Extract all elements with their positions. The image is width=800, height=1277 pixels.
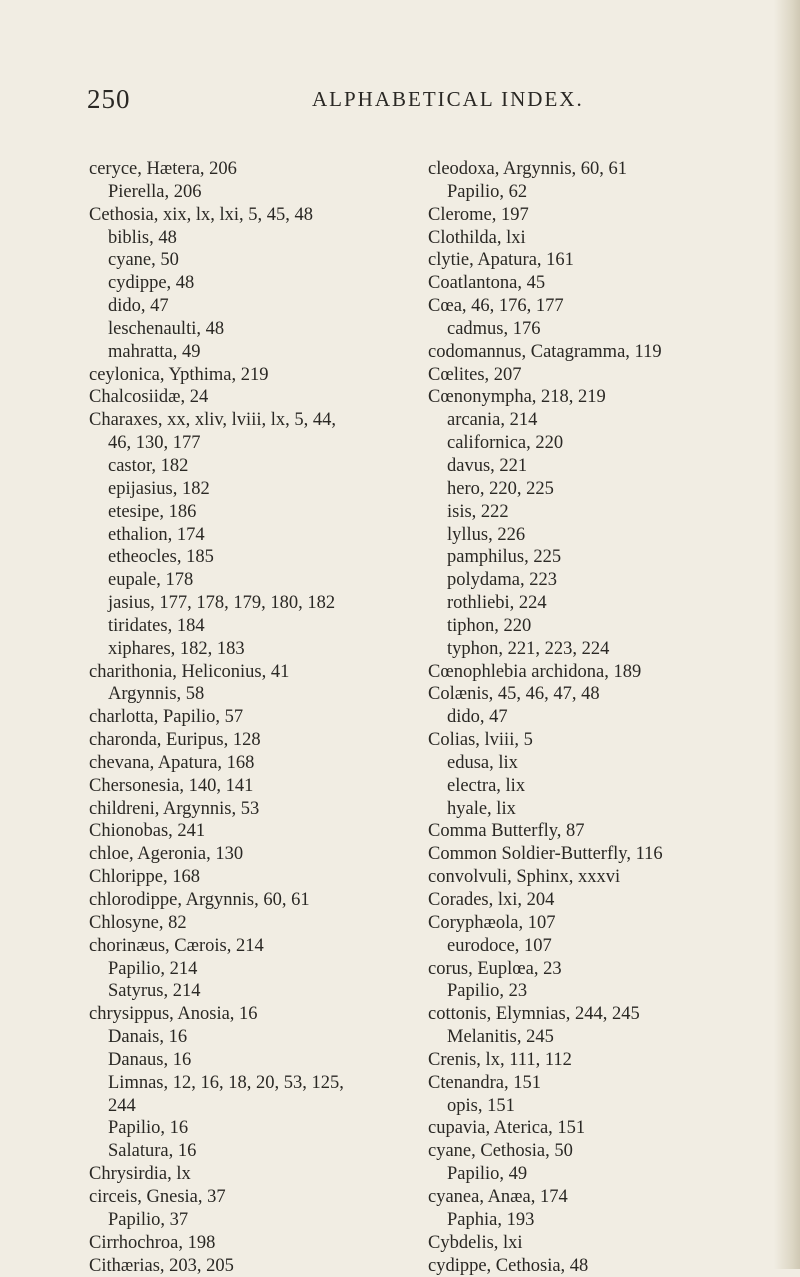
index-entry: Corades, lxi, 204 bbox=[428, 889, 778, 912]
index-entry: Clerome, 197 bbox=[428, 204, 778, 227]
index-entry: Cœnophlebia archidona, 189 bbox=[428, 661, 778, 684]
index-subentry: dido, 47 bbox=[89, 295, 419, 318]
index-subentry: californica, 220 bbox=[428, 432, 778, 455]
index-entry: chorinæus, Cærois, 214 bbox=[89, 935, 419, 958]
index-entry: Clothilda, lxi bbox=[428, 227, 778, 250]
index-entry: chloe, Ageronia, 130 bbox=[89, 843, 419, 866]
index-entry: clytie, Apatura, 161 bbox=[428, 249, 778, 272]
index-subentry: tiridates, 184 bbox=[89, 615, 419, 638]
index-entry: Cœnonympha, 218, 219 bbox=[428, 386, 778, 409]
index-subentry: mahratta, 49 bbox=[89, 341, 419, 364]
index-subentry: eurodoce, 107 bbox=[428, 935, 778, 958]
index-subentry: edusa, lix bbox=[428, 752, 778, 775]
index-subentry: castor, 182 bbox=[89, 455, 419, 478]
index-subentry: Paphia, 193 bbox=[428, 1209, 778, 1232]
index-subentry: eupale, 178 bbox=[89, 569, 419, 592]
index-entry: Cithærias, 203, 205 bbox=[89, 1255, 419, 1277]
index-subentry: Limnas, 12, 16, 18, 20, 53, 125, bbox=[89, 1072, 419, 1095]
index-subentry: Pierella, 206 bbox=[89, 181, 419, 204]
index-subentry: ethalion, 174 bbox=[89, 524, 419, 547]
index-entry: codomannus, Catagramma, 119 bbox=[428, 341, 778, 364]
index-entry: Chlorippe, 168 bbox=[89, 866, 419, 889]
index-subentry: Danais, 16 bbox=[89, 1026, 419, 1049]
index-entry: Cœlites, 207 bbox=[428, 364, 778, 387]
index-subentry: Papilio, 23 bbox=[428, 980, 778, 1003]
index-subentry: Papilio, 49 bbox=[428, 1163, 778, 1186]
index-subentry: Papilio, 62 bbox=[428, 181, 778, 204]
index-subentry: hyale, lix bbox=[428, 798, 778, 821]
index-subentry: xiphares, 182, 183 bbox=[89, 638, 419, 661]
index-entry: ceylonica, Ypthima, 219 bbox=[89, 364, 419, 387]
index-entry: Coatlantona, 45 bbox=[428, 272, 778, 295]
index-subentry: Danaus, 16 bbox=[89, 1049, 419, 1072]
index-subentry: opis, 151 bbox=[428, 1095, 778, 1118]
index-subentry: 244 bbox=[89, 1095, 419, 1118]
page-header bbox=[0, 84, 800, 120]
index-entry: cyane, Cethosia, 50 bbox=[428, 1140, 778, 1163]
index-entry: convolvuli, Sphinx, xxxvi bbox=[428, 866, 778, 889]
index-subentry: 46, 130, 177 bbox=[89, 432, 419, 455]
index-entry: cupavia, Aterica, 151 bbox=[428, 1117, 778, 1140]
index-subentry: Papilio, 37 bbox=[89, 1209, 419, 1232]
index-subentry: polydama, 223 bbox=[428, 569, 778, 592]
index-subentry: Papilio, 16 bbox=[89, 1117, 419, 1140]
index-entry: cyanea, Anæa, 174 bbox=[428, 1186, 778, 1209]
index-entry: Cethosia, xix, lx, lxi, 5, 45, 48 bbox=[89, 204, 419, 227]
index-entry: charithonia, Heliconius, 41 bbox=[89, 661, 419, 684]
index-subentry: lyllus, 226 bbox=[428, 524, 778, 547]
index-subentry: isis, 222 bbox=[428, 501, 778, 524]
index-column-right bbox=[428, 158, 778, 1277]
index-entry: Crenis, lx, 111, 112 bbox=[428, 1049, 778, 1072]
running-head-title: ALPHABETICAL INDEX. bbox=[312, 87, 584, 112]
index-subentry: Argynnis, 58 bbox=[89, 683, 419, 706]
index-entry: cydippe, Cethosia, 48 bbox=[428, 1255, 778, 1277]
index-subentry: typhon, 221, 223, 224 bbox=[428, 638, 778, 661]
index-subentry: arcania, 214 bbox=[428, 409, 778, 432]
index-entry: Chlosyne, 82 bbox=[89, 912, 419, 935]
index-subentry: jasius, 177, 178, 179, 180, 182 bbox=[89, 592, 419, 615]
index-column-left bbox=[89, 158, 419, 1277]
index-entry: Cybdelis, lxi bbox=[428, 1232, 778, 1255]
index-entry: Chalcosiidæ, 24 bbox=[89, 386, 419, 409]
index-subentry: cydippe, 48 bbox=[89, 272, 419, 295]
index-entry: corus, Euplœa, 23 bbox=[428, 958, 778, 981]
index-subentry: hero, 220, 225 bbox=[428, 478, 778, 501]
index-entry: Colias, lviii, 5 bbox=[428, 729, 778, 752]
index-subentry: etesipe, 186 bbox=[89, 501, 419, 524]
index-entry: Ctenandra, 151 bbox=[428, 1072, 778, 1095]
index-subentry: biblis, 48 bbox=[89, 227, 419, 250]
index-entry: circeis, Gnesia, 37 bbox=[89, 1186, 419, 1209]
index-entry: chlorodippe, Argynnis, 60, 61 bbox=[89, 889, 419, 912]
index-entry: Coryphæola, 107 bbox=[428, 912, 778, 935]
index-subentry: dido, 47 bbox=[428, 706, 778, 729]
index-entry: chevana, Apatura, 168 bbox=[89, 752, 419, 775]
index-subentry: pamphilus, 225 bbox=[428, 546, 778, 569]
index-subentry: Melanitis, 245 bbox=[428, 1026, 778, 1049]
index-entry: Chionobas, 241 bbox=[89, 820, 419, 843]
index-entry: Common Soldier-Butterfly, 116 bbox=[428, 843, 778, 866]
index-entry: chrysippus, Anosia, 16 bbox=[89, 1003, 419, 1026]
index-entry: Chersonesia, 140, 141 bbox=[89, 775, 419, 798]
index-subentry: leschenaulti, 48 bbox=[89, 318, 419, 341]
index-subentry: electra, lix bbox=[428, 775, 778, 798]
index-subentry: rothliebi, 224 bbox=[428, 592, 778, 615]
index-entry: Colænis, 45, 46, 47, 48 bbox=[428, 683, 778, 706]
index-subentry: davus, 221 bbox=[428, 455, 778, 478]
index-subentry: Salatura, 16 bbox=[89, 1140, 419, 1163]
index-entry: charlotta, Papilio, 57 bbox=[89, 706, 419, 729]
index-subentry: cyane, 50 bbox=[89, 249, 419, 272]
index-entry: childreni, Argynnis, 53 bbox=[89, 798, 419, 821]
index-subentry: Papilio, 214 bbox=[89, 958, 419, 981]
index-subentry: Satyrus, 214 bbox=[89, 980, 419, 1003]
index-entry: charonda, Euripus, 128 bbox=[89, 729, 419, 752]
index-entry: Cirrhochroa, 198 bbox=[89, 1232, 419, 1255]
index-entry: Chrysirdia, lx bbox=[89, 1163, 419, 1186]
index-subentry: cadmus, 176 bbox=[428, 318, 778, 341]
index-entry: Cœa, 46, 176, 177 bbox=[428, 295, 778, 318]
index-subentry: tiphon, 220 bbox=[428, 615, 778, 638]
index-entry: ceryce, Hætera, 206 bbox=[89, 158, 419, 181]
index-entry: cottonis, Elymnias, 244, 245 bbox=[428, 1003, 778, 1026]
index-entry: cleodoxa, Argynnis, 60, 61 bbox=[428, 158, 778, 181]
index-subentry: epijasius, 182 bbox=[89, 478, 419, 501]
index-entry: Charaxes, xx, xliv, lviii, lx, 5, 44, bbox=[89, 409, 419, 432]
page-number: 250 bbox=[87, 84, 131, 115]
index-subentry: etheocles, 185 bbox=[89, 546, 419, 569]
index-entry: Comma Butterfly, 87 bbox=[428, 820, 778, 843]
